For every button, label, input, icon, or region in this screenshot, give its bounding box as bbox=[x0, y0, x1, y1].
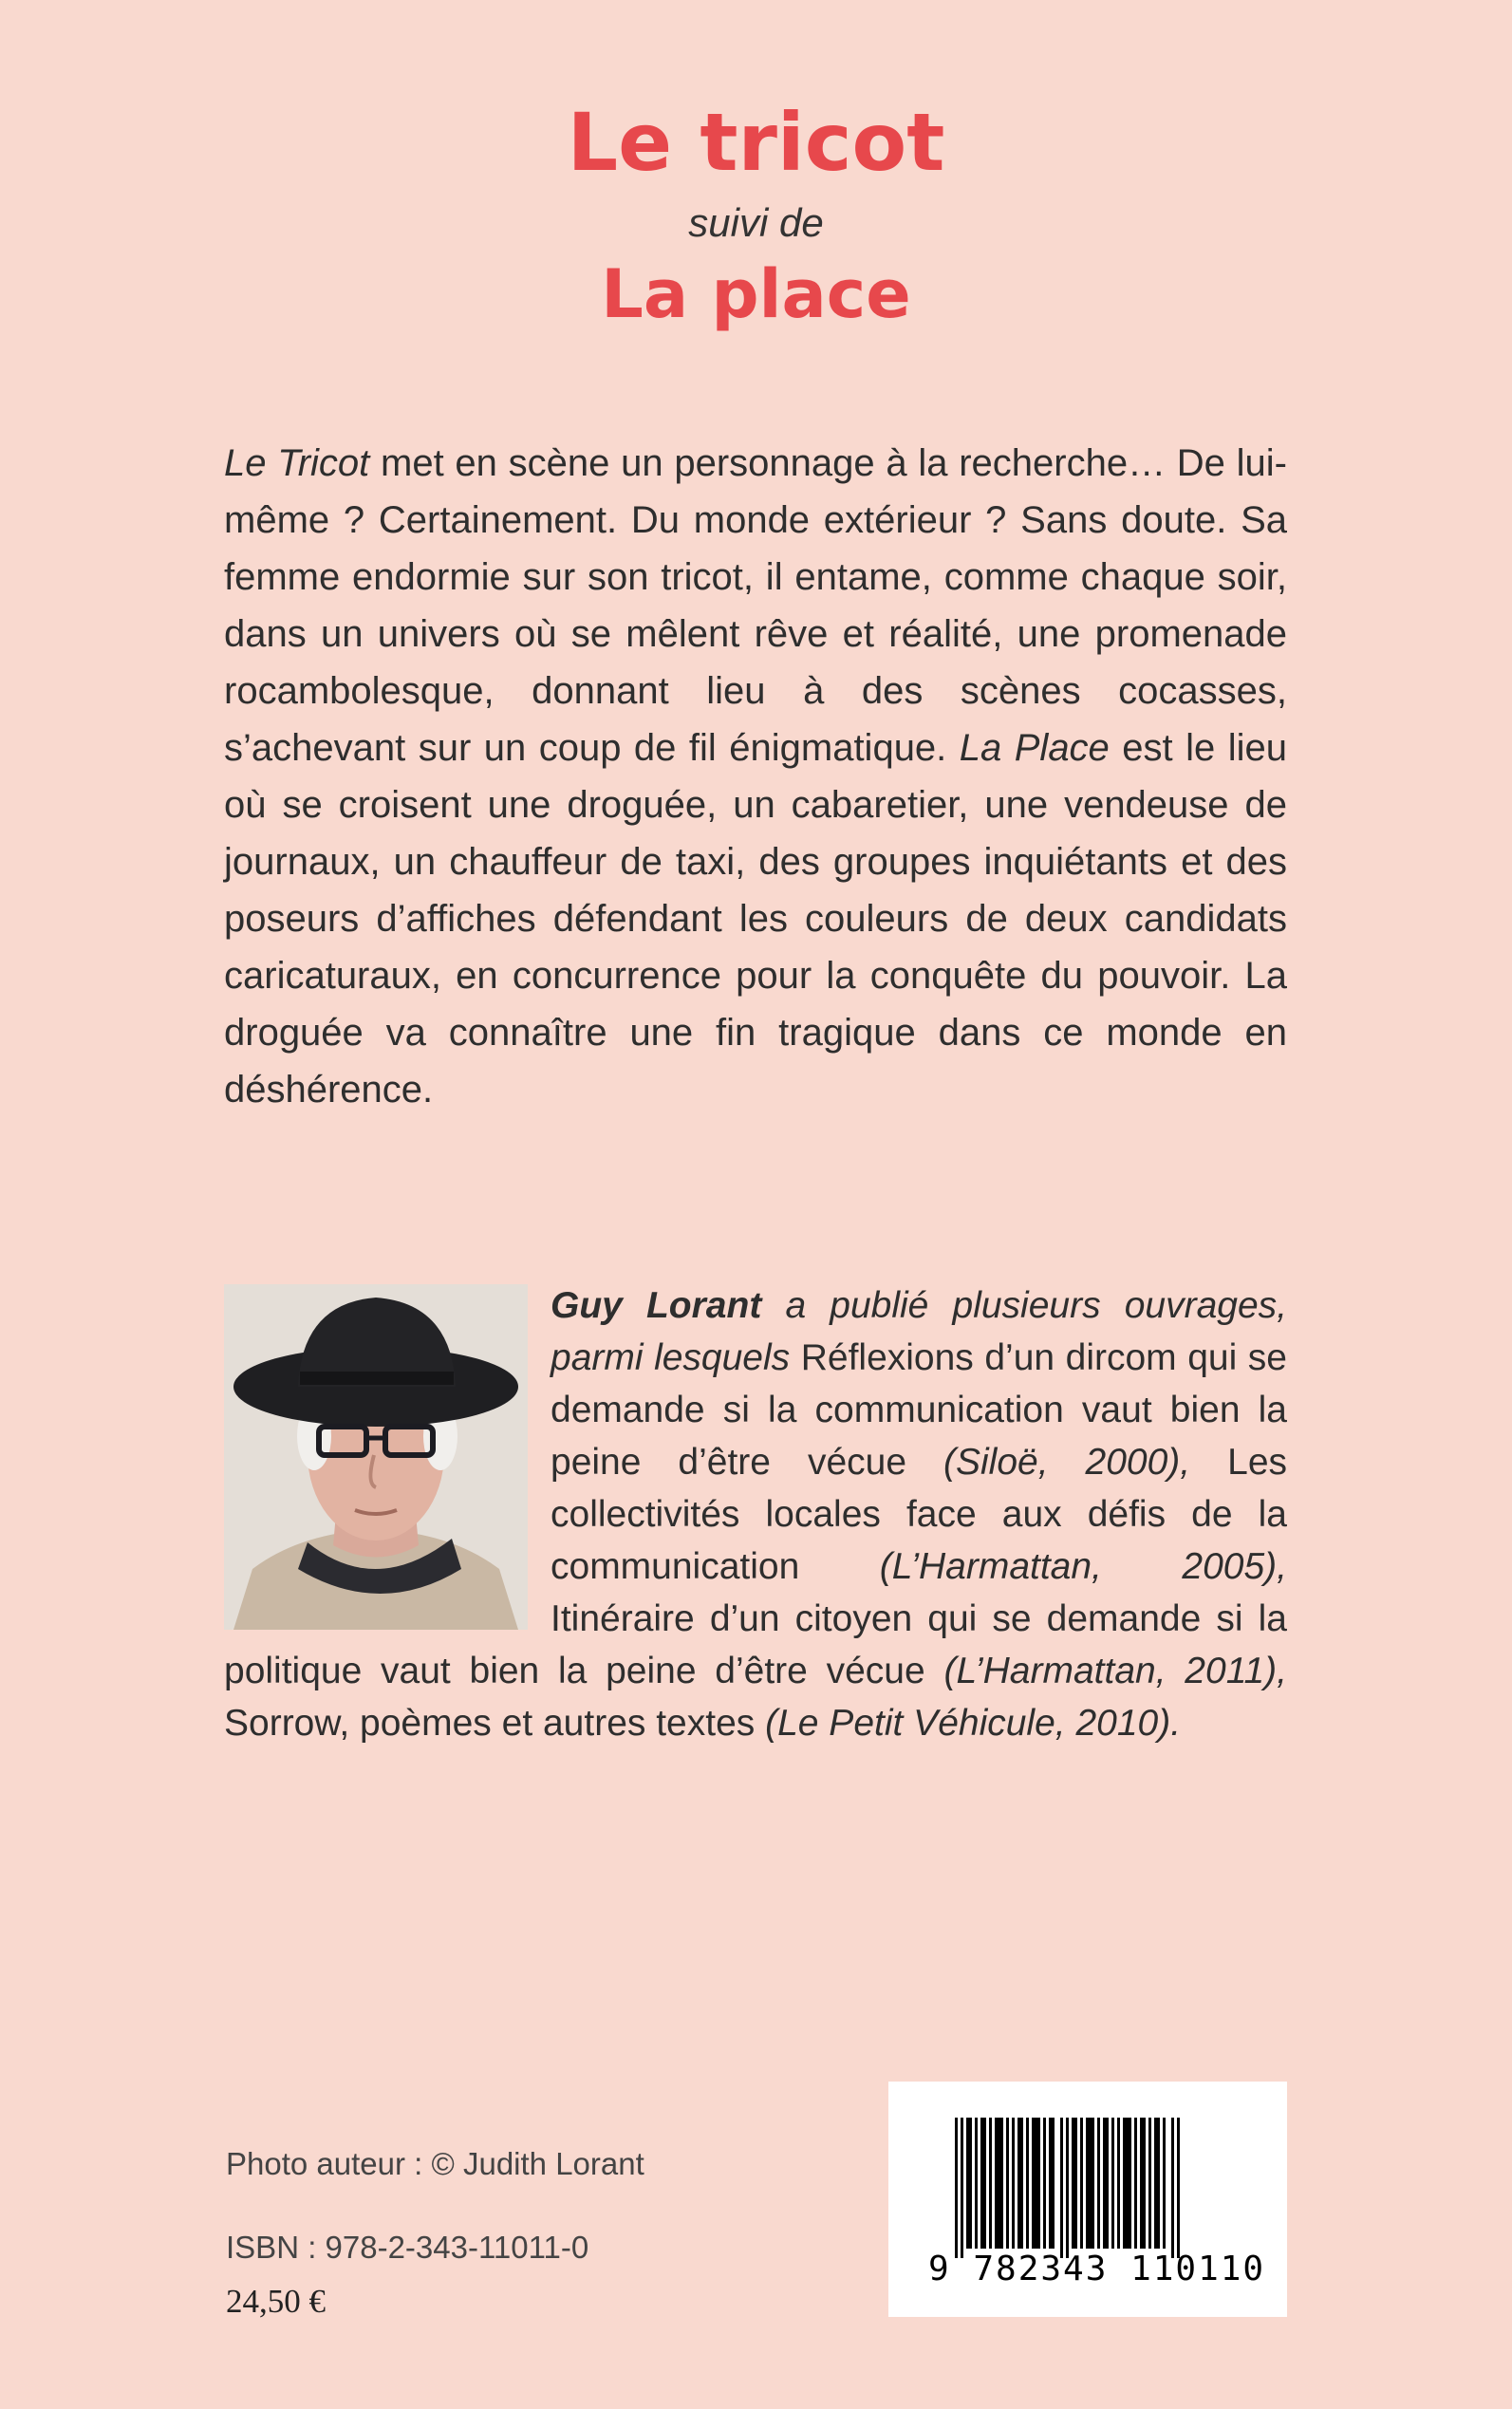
second-title: La place bbox=[601, 255, 911, 333]
summary-italic-title-1: Le Tricot bbox=[224, 442, 370, 484]
subtitle: suivi de bbox=[688, 200, 824, 245]
price: 24,50 € bbox=[226, 2283, 326, 2320]
bio-book-4: Sorrow, poèmes et autres textes bbox=[224, 1703, 766, 1744]
bio-publisher-3: (L’Harmattan, 2011), bbox=[943, 1651, 1287, 1691]
summary-text-1: met en scène un personnage à la recherche… De lui-même ? Certainement. Du monde extérieur ? Sans doute. Sa femme endormie sur son tricot, il entame, comme chaque soir, dans un univers où se mêlent rêve et réalité, une promenade rocambolesque, donnant lieu à des scènes cocasses, s’achevant sur un coup de fil énigmatique. bbox=[224, 442, 1288, 769]
book-summary bbox=[224, 435, 1287, 1118]
bio-intro: a publié plusieurs ouvrages, parmi lesquels bbox=[551, 1285, 1287, 1378]
barcode bbox=[888, 2082, 1287, 2317]
summary-text-2: est le lieu où se croisent une droguée, un cabaretier, une vendeuse de journaux, un chauffeur de taxi, des groupes inquiétants et des poseurs d’affiches défendant les couleurs de deux candidats caricaturaux, en concurrence pour la conquête du pouvoir. La droguée va connaître une fin tragique dans ce monde en déshérence. bbox=[224, 727, 1287, 1111]
bio-publisher-1: (Siloë, 2000), bbox=[943, 1442, 1191, 1483]
barcode-bars bbox=[955, 2118, 1183, 2258]
photo-spacer bbox=[224, 1279, 551, 1640]
bio-book-1: Réflexions d’un dircom qui se demande si la communication vaut bien la peine d’être vécue bbox=[551, 1337, 1287, 1483]
bio-book-2: Les collectivités locales face aux défis de la communication bbox=[551, 1442, 1288, 1587]
bio-book-3: Itinéraire d’un citoyen qui se demande si la politique vaut bien la peine d’être vécue bbox=[224, 1598, 1287, 1691]
author-bio bbox=[224, 1279, 1287, 1749]
summary-italic-title-2: La Place bbox=[959, 727, 1110, 769]
book-title: Le tricot bbox=[567, 96, 945, 189]
bio-publisher-4: (Le Petit Véhicule, 2010). bbox=[765, 1703, 1182, 1744]
isbn: ISBN : 978-2-343-11011-0 bbox=[226, 2230, 589, 2265]
bio-publisher-2: (L’Harmattan, 2005), bbox=[879, 1546, 1287, 1587]
photo-credit: Photo auteur : © Judith Lorant bbox=[226, 2146, 644, 2181]
title-block bbox=[0, 90, 1512, 337]
barcode-digits: 9 782343 110110 bbox=[928, 2250, 1266, 2288]
author-name: Guy Lorant bbox=[551, 1285, 762, 1326]
